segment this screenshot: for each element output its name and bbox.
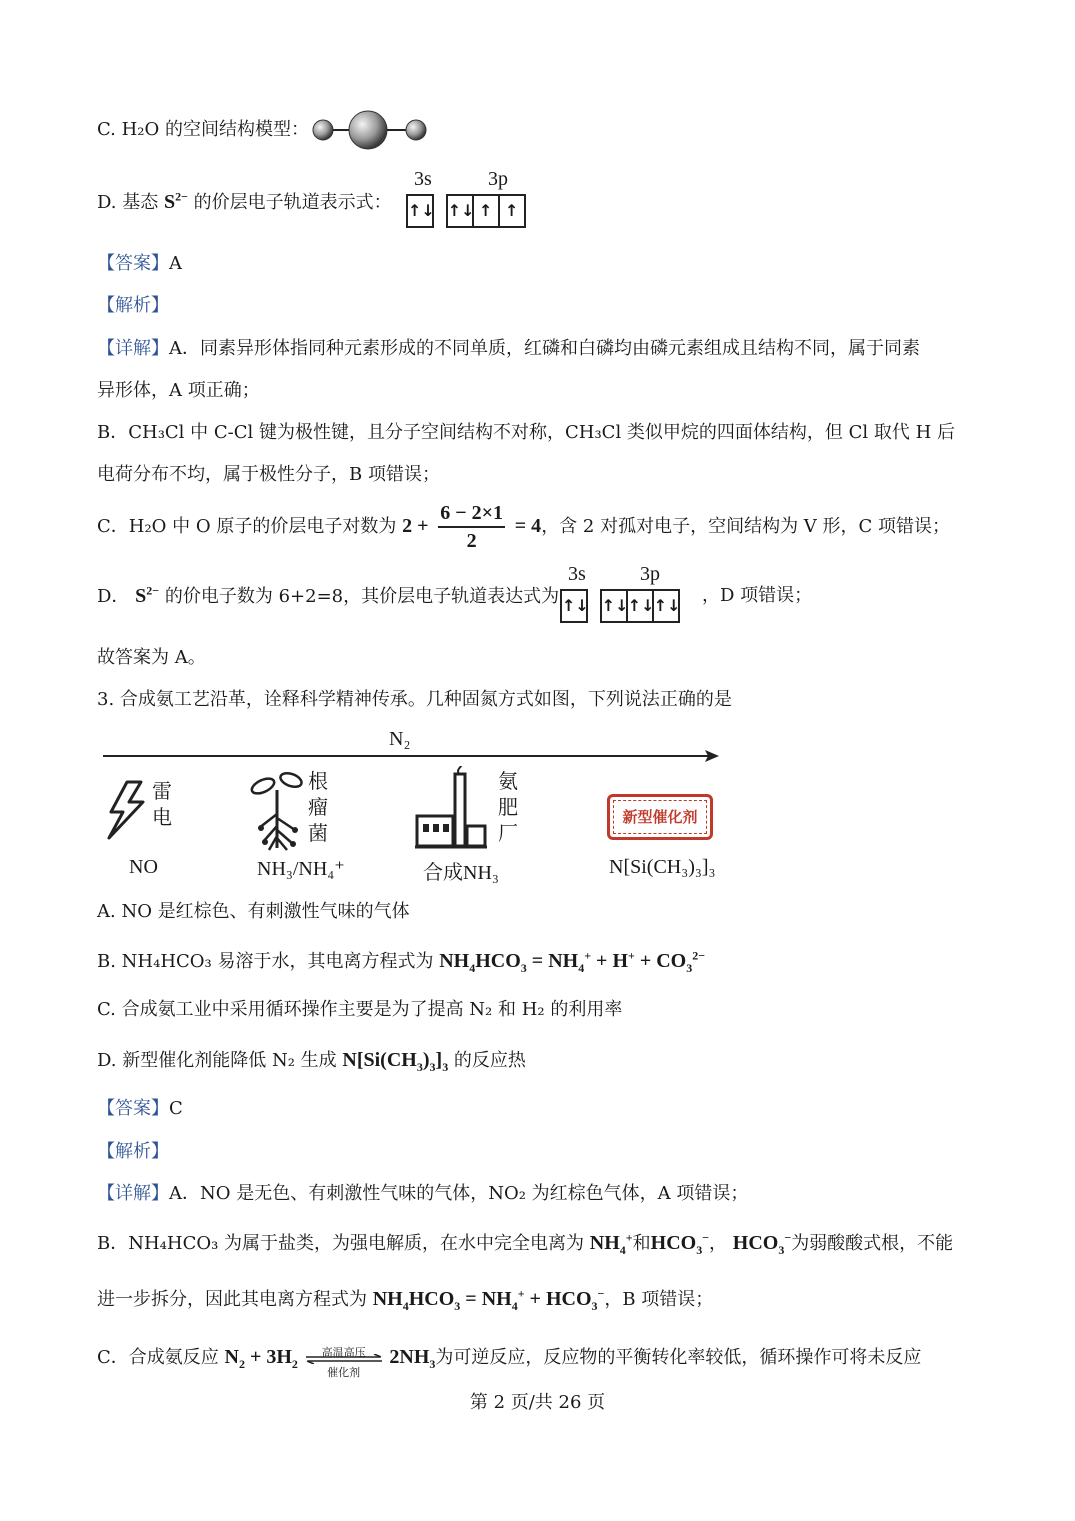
- detail-2-b-cont: 进一步拆分，因此其电离方程式为 $NH_4HCO_3 = NH_4^+ + HCO_3^-$，B 项错误；: [97, 1286, 714, 1313]
- lightning-icon: [105, 780, 149, 840]
- question-3-option-b: B. NH₄HCO₃ 易溶于水，其电离方程式为 $NH_4HCO_3 = NH_4^+ + H^+ + CO_3^{2-}$: [97, 948, 706, 975]
- nitrogen-fixation-figure: [97, 728, 727, 888]
- detail-2-b: B．NH₄HCO₃ 为属于盐类，为强电解质，在水中完全电离为 $NH_4^+$和$HCO_3^-$， $HCO_3^-$为弱酸酸式根，不能: [97, 1230, 954, 1257]
- catalyst-stamp-icon: [607, 794, 713, 840]
- orbital-3s-box: ↑↓: [406, 194, 434, 228]
- detail-1-b: B．CH₃Cl 中 C-Cl 键为极性键，且分子空间结构不对称，CH₃Cl 类似甲烷的四面体结构，但 Cl 取代 H 后: [97, 422, 956, 443]
- option-d-line: D. 基态 $S^{2-}$ 的价层电子轨道表示式：: [97, 189, 392, 213]
- analysis-2-heading: 【解析】: [97, 1141, 169, 1162]
- product-nh3-nh4: NH₃/NH₄⁺: [257, 858, 345, 880]
- detail-2-a: 【详解】A．NO 是无色、有刺激性气味的气体，NO₂ 为红棕色气体，A 项错误；: [97, 1183, 749, 1204]
- question-3-option-c: C. 合成氨工业中采用循环操作主要是为了提高 N₂ 和 H₂ 的利用率: [97, 999, 623, 1020]
- question-3-option-d: D. 新型催化剂能降低 N₂ 生成 $N[Si(CH_3)_3]_3$ 的反应热: [97, 1049, 526, 1074]
- detail-1-b-cont: 电荷分布不均，属于极性分子，B 项错误；: [97, 464, 440, 485]
- question-3-stem: 3. 合成氨工艺沿革，诠释科学精神传承。几种固氮方式如图，下列说法正确的是: [97, 689, 732, 710]
- conclusion-1: 故答案为 A。: [97, 647, 206, 668]
- product-synth-nh3: 合成NH₃: [423, 862, 499, 884]
- option-c-h2o-line: C. H₂O 的空间结构模型：: [97, 119, 309, 140]
- detail-1-a-cont: 异形体，A 项正确；: [97, 380, 260, 401]
- question-3-option-a: A. NO 是红棕色、有刺激性气味的气体: [97, 901, 410, 922]
- h2o-ball-model-icon: [310, 108, 430, 152]
- plant-root-icon: [249, 770, 305, 852]
- timeline-arrow-icon: [97, 748, 727, 764]
- ammonia-plant-label: 氨 肥 厂: [498, 769, 518, 845]
- detail-1-d-end: ，D 项错误；: [702, 585, 813, 606]
- orbital-3s-label: 3s: [414, 168, 432, 190]
- page-footer: 第 2 页/共 26 页: [469, 1392, 606, 1413]
- detail-1-c: C．H₂O 中 O 原子的价层电子对数为 2 + $\frac{6 - 2\times 1}{2}$ = 4，含 2 对孤对电子，空间结构为 V 形，C 项错误；: [97, 502, 951, 552]
- detail-1-a: 【详解】A．同素异形体指同种元素形成的不同单质，红磷和白磷均由磷元素组成且结构不同，属于同素: [97, 338, 920, 359]
- reversible-arrow: 高温高压 催化剂: [304, 1343, 384, 1373]
- orbital-3p-label: 3p: [488, 168, 508, 190]
- orbital-3p-box: ↑↓ ↑ ↑: [446, 194, 526, 228]
- answer-2: 【答案】C: [97, 1098, 183, 1119]
- product-no: NO: [129, 856, 158, 878]
- detail-2-c: C．合成氨反应 $N_2 + 3H_2$ 高温高压 催化剂 $2NH_3$为可逆反应，反应物的平衡转化率较低，循环操作可将未反应: [97, 1343, 921, 1373]
- root-nodule-label: 根 瘤 菌: [308, 769, 328, 845]
- factory-icon: [415, 766, 489, 850]
- valence-pair-fraction: $\frac{6 - 2\times 1}{2}$: [440, 502, 504, 552]
- lightning-label: 雷 电: [152, 779, 172, 829]
- analysis-1-heading: 【解析】: [97, 295, 169, 316]
- detail-1-d: D． $S^{2-}$ 的价电子数为 6+2=8，其价层电子轨道表达式为: [97, 583, 560, 607]
- catalyst-stamp-text: 新型催化剂: [613, 800, 707, 834]
- s2-ion: $S^{2-}$: [163, 189, 188, 213]
- n2-arrow-label: N₂: [389, 728, 411, 750]
- answer-1: 【答案】A: [97, 253, 182, 274]
- product-nsi: N[Si(CH₃)₃]₃: [609, 856, 716, 878]
